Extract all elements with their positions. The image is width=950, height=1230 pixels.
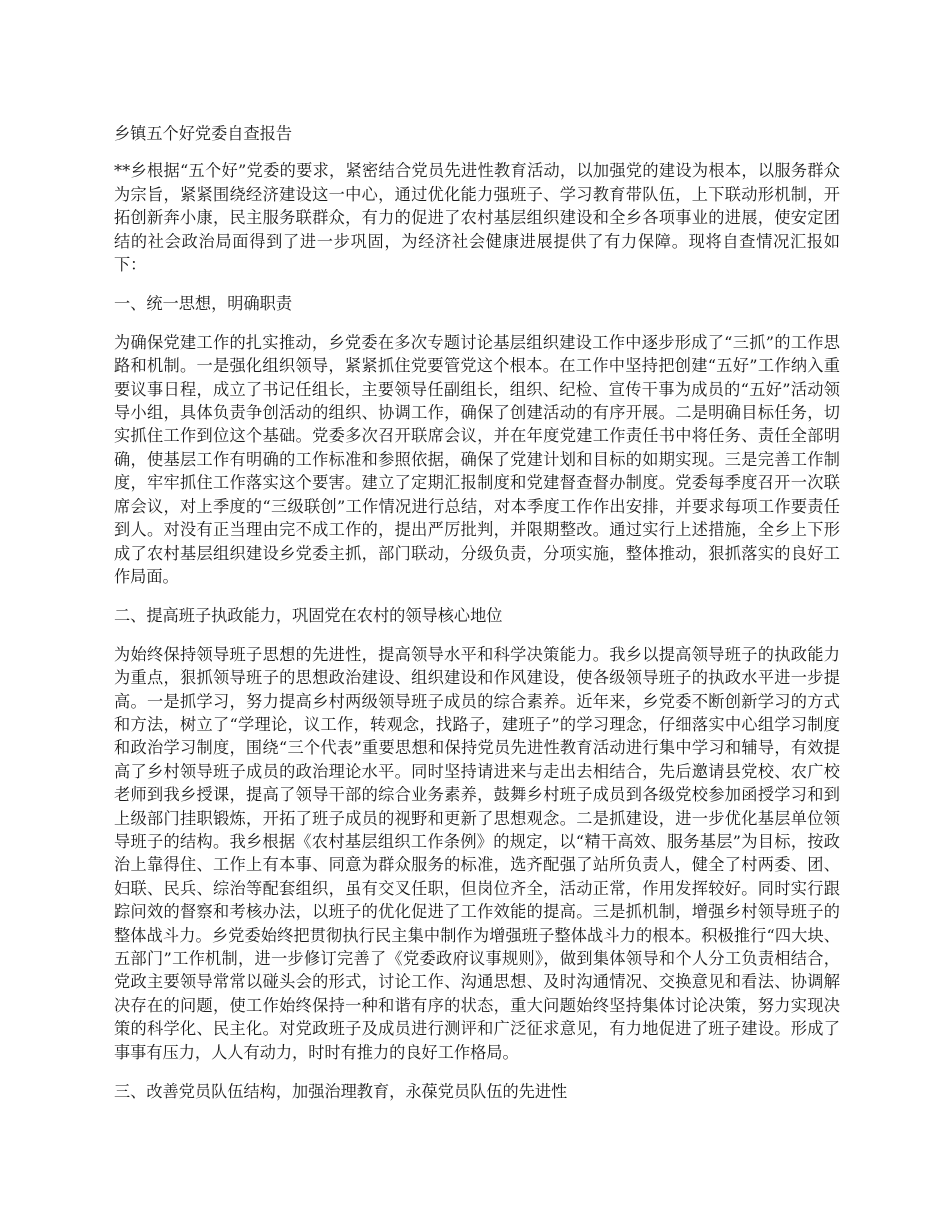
document-page bbox=[114, 122, 840, 1118]
section-body-2: 为始终保持领导班子思想的先进性，提高领导水平和科学决策能力。我乡以提高领导班子的执政能力为重点，狠抓领导班子的思想政治建设、组织建设和作风建设，使各级领导班子的执政水平进一步提高。一是抓学习，努力提高乡村两级领导班子成员的综合素养。近年来，乡党委不断创新学习的方式和方法，树立了“学理论，议工作，转观念，找路子，建班子”的学习理念，仔细落实中心组学习制度和政治学习制度，围绕“三个代表”重要思想和保持党员先进性教育活动进行集中学习和辅导，有效提高了乡村领导班子成员的政治理论水平。同时坚持请进来与走出去相结合，先后邀请县党校、农广校老师到我乡授课，提高了领导干部的综合业务素养，鼓舞乡村班子成员到各级党校参加函授学习和到上级部门挂职锻炼，开拓了班子成员的视野和更新了思想观念。二是抓建设，进一步优化基层单位领导班子的结构。我乡根据《农村基层组织工作条例》的规定，以“精干高效、服务基层”为目标，按政治上靠得住、工作上有本事、同意为群众服务的标准，选齐配强了站所负责人，健全了村两委、团、妇联、民兵、综治等配套组织，虽有交叉任职，但岗位齐全，活动正常，作用发挥较好。同时实行跟踪问效的督察和考核办法，以班子的优化促进了工作效能的提高。三是抓机制，增强乡村领导班子的整体战斗力。乡党委始终把贯彻执行民主集中制作为增强班子整体战斗力的根本。积极推行“四大块、五部门”工作机制，进一步修订完善了《党委政府议事规则》，做到集体领导和个人分工负责相结合，党政主要领导常常以碰头会的形式，讨论工作、沟通思想、及时沟通情况、交换意见和看法、协调解决存在的问题，使工作始终保持一种和谐有序的状态，重大问题始终坚持集体讨论决策，努力实现决策的科学化、民主化。对党政班子及成员进行测评和广泛征求意见，有力地促进了班子建设。形成了事事有压力，人人有动力，时时有推力的良好工作格局。 bbox=[114, 644, 840, 1062]
section-heading-2: 二、提高班子执政能力，巩固党在农村的领导核心地位 bbox=[114, 606, 503, 626]
section-heading-1: 一、统一思想，明确职责 bbox=[114, 294, 293, 314]
intro-paragraph: **乡根据“五个好”党委的要求，紧密结合党员先进性教育活动，以加强党的建设为根本，以服务群众为宗旨，紧紧围绕经济建设这一中心，通过优化能力强班子、学习教育带队伍，上下联动形机制，开拓创新奔小康，民主服务联群众，有力的促进了农村基层组织建设和全乡各项事业的进展，使安定团结的社会政治局面得到了进一步巩固，为经济社会健康进展提供了有力保障。现将自查情况汇报如下： bbox=[114, 161, 840, 275]
document-title: 乡镇五个好党委自查报告 bbox=[114, 124, 293, 143]
section-heading-3: 三、改善党员队伍结构，加强治理教育，永葆党员队伍的先进性 bbox=[114, 1082, 568, 1102]
section-body-1: 为确保党建工作的扎实推动，乡党委在多次专题讨论基层组织建设工作中逐步形成了“三抓”的工作思路和机制。一是强化组织领导，紧紧抓住党要管党这个根本。在工作中坚持把创建“五好”工作纳入重要议事日程，成立了书记任组长，主要领导任副组长，组织、纪检、宣传干事为成员的“五好”活动领导小组，具体负责争创活动的组织、协调工作，确保了创建活动的有序开展。二是明确目标任务，切实抓住工作到位这个基础。党委多次召开联席会议，并在年度党建工作责任书中将任务、责任全部明确，使基层工作有明确的工作标准和参照依据，确保了党建计划和目标的如期实现。三是完善工作制度，牢牢抓住工作落实这个要害。建立了定期汇报制度和党建督查督办制度。党委每季度召开一次联席会议，对上季度的“三级联创”工作情况进行总结，对本季度工作作出安排，并要求每项工作要责任到人。对没有正当理由完不成工作的，提出严厉批判，并限期整改。通过实行上述措施，全乡上下形成了农村基层组织建设乡党委主抓，部门联动，分级负责，分项实施，整体推动，狠抓落实的良好工作局面。 bbox=[114, 332, 840, 586]
